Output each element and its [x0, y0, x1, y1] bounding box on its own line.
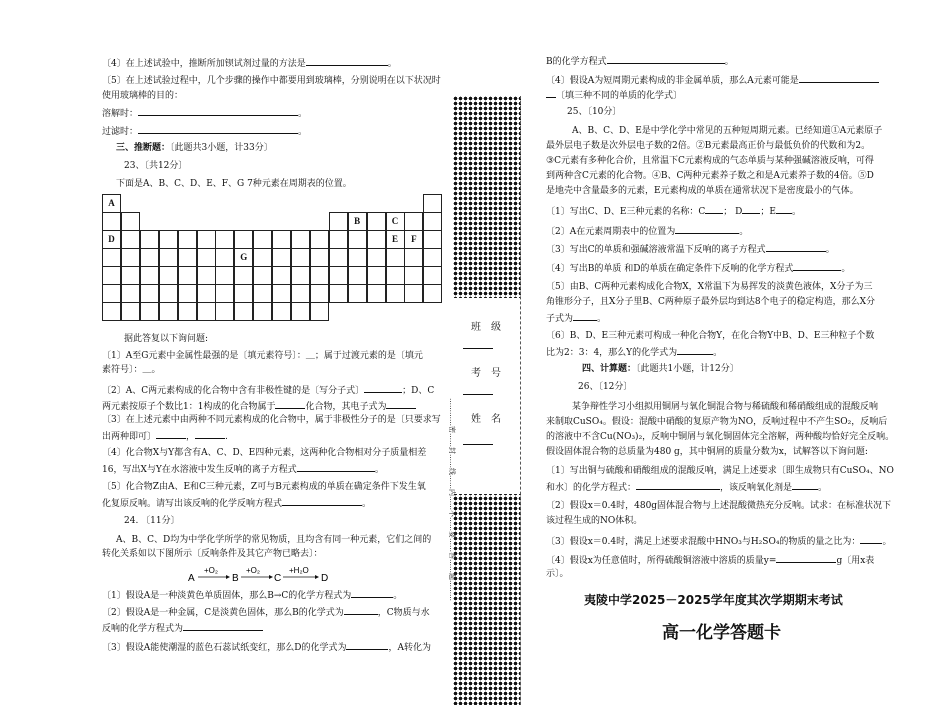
chain-op-2: +O₂ [246, 566, 260, 575]
q24-heading: 24. 〔11分〕 [124, 516, 180, 526]
q25-1-d-blank[interactable] [742, 204, 760, 214]
periodic-cell [140, 284, 159, 303]
q24-2-blank2[interactable] [183, 621, 263, 631]
q26-4-line2: 示〕。 [546, 569, 569, 579]
periodic-cell [197, 266, 216, 285]
q26-4-line1: 〔4〕假设x为任意值时，所得硫酸铜溶液中溶质的质量y= g〔用x表 [546, 553, 874, 567]
periodic-cell [329, 284, 348, 303]
periodic-cell [140, 248, 159, 267]
periodic-cell [178, 248, 197, 267]
periodic-cell [423, 248, 442, 267]
dissolve-row: 溶解时： 。 [102, 106, 307, 120]
q25-5-line1: 〔5〕由B、C两种元素构成化合物X，X常温下为易挥发的淡黄色液体，X分子为三 [546, 282, 873, 292]
periodic-cell [197, 230, 216, 249]
seal-warning-text: …………密……封……线……内……不……要……答……题……… [448, 398, 456, 601]
periodic-cell [253, 230, 272, 249]
periodic-cell [291, 266, 310, 285]
q25-2: 〔2〕A在元素周期表中的位置为 。 [546, 224, 748, 238]
q23-4-line1: 〔4〕化合物X与Y都含有A、C、D、E四种元素，这两种化合物相对分子质量相差 [102, 448, 427, 458]
periodic-cell [253, 284, 272, 303]
periodic-cell [329, 266, 348, 285]
b-equation-blank[interactable] [607, 54, 725, 64]
student-info-panel [453, 298, 521, 494]
q24-3: 〔3〕假设A能使潮湿的蓝色石蕊试纸变红，那么D的化学式为 ，A转化为 [102, 640, 431, 654]
periodic-cell [121, 212, 140, 231]
periodic-cell [367, 230, 386, 249]
q24-1-blank[interactable] [351, 588, 393, 598]
q26-2-line1: 〔2〕假设x＝0.4时，480g固体混合物与上述混酸微热充分反响。试求：在标准状况下 [546, 501, 892, 511]
q23-intro: 下面是A、B、C、D、E、F、G 7种元素在周期表的位置。 [116, 179, 352, 189]
periodic-cell [121, 284, 140, 303]
periodic-cell [253, 302, 272, 321]
q24-line1: A、B、C、D均为中学化学所学的常见物质，且均含有同一种元素，它们之间的 [116, 535, 432, 545]
periodic-cell [102, 266, 121, 285]
periodic-cell [310, 248, 329, 267]
q25-line3: ③C元素有多种化合价，且常温下C元素构成的气态单质与某种强碱溶液反响，可得 [546, 156, 874, 166]
periodic-cell [423, 230, 442, 249]
periodic-cell [102, 248, 121, 267]
periodic-cell [310, 284, 329, 303]
periodic-cell [386, 248, 405, 267]
arrowhead-1 [226, 575, 230, 579]
periodic-cell [102, 302, 121, 321]
periodic-cell [272, 284, 291, 303]
periodic-cell [272, 230, 291, 249]
periodic-cell [423, 266, 442, 285]
q24-4-blank[interactable] [799, 73, 879, 83]
periodic-cell [367, 248, 386, 267]
periodic-cell [159, 284, 178, 303]
periodic-cell [348, 230, 367, 249]
q26-2-line2: 该过程生成的NO体积。 [546, 516, 643, 526]
q4-blank[interactable] [306, 56, 388, 66]
q26-line4: 假设固体混合物的总质量为480 g，其中铜屑的质量分数为x，试解答以下询问题: [546, 447, 868, 457]
q25-2-blank[interactable] [675, 224, 739, 234]
q26-heading: 26、〔12分〕 [578, 382, 633, 392]
q23-3-blank1[interactable] [156, 429, 186, 439]
chain-b: B [232, 573, 239, 584]
q25-3-blank[interactable] [766, 242, 826, 252]
periodic-cell [215, 284, 234, 303]
chain-op-1: +O₂ [204, 566, 218, 575]
q24-2-line2: 反响的化学方程式为 [102, 621, 263, 635]
arrowhead-3 [315, 575, 319, 579]
periodic-cell [386, 266, 405, 285]
q26-1-blank1[interactable] [636, 480, 720, 490]
q26-3-blank[interactable] [860, 534, 882, 544]
q5-line1: 〔5〕在上述试验过程中，几个步骤的操作中都要用到玻璃棒，分别说明在以下状况时 [102, 76, 441, 86]
q25-6-blank[interactable] [677, 345, 713, 355]
q23-2-line2: 两元素按原子个数比1：1构成的化合物属于 化合物，其电子式为 [102, 399, 416, 413]
periodic-table [102, 194, 444, 322]
periodic-cell [121, 266, 140, 285]
section3-heading: 三、推断题：〔此题共3小题，计33分〕 [116, 143, 273, 153]
q24-4-line2: 〔填三种不同的单质的化学式〕 [546, 88, 682, 102]
periodic-cell [329, 212, 348, 231]
periodic-cell [367, 284, 386, 303]
q23-heading: 23、〔共12分〕 [124, 161, 188, 171]
q24-4-blank2[interactable] [546, 88, 556, 98]
q25-1-e-blank[interactable] [776, 204, 792, 214]
q26-line2: 来制取CuSO₄。假设：混酸中硝酸的复原产物为NO，反响过程中不产生SO₂，反响后 [546, 417, 888, 427]
seal-cut-line [520, 96, 521, 705]
q23-5-line2: 化复原反响。请写出该反响的化学反响方程式 。 [102, 496, 371, 510]
element-cell-g: G [234, 248, 253, 267]
periodic-cell [329, 230, 348, 249]
periodic-cell [348, 284, 367, 303]
periodic-cell [291, 302, 310, 321]
q26-line3: 的溶液中不含Cu(NO₃)₂，反响中铜屑与氧化铜固体完全溶解，两种酸均恰好完全反响。 [546, 432, 895, 442]
periodic-cell [234, 302, 253, 321]
chain-c: C [274, 573, 282, 584]
periodic-cell [121, 248, 140, 267]
q25-5-line2: 角锥形分子，且X分子里B、C两种原子最外层均到达8个电子的稳定构造，那么X分 [546, 297, 876, 307]
q24-4-line1: 〔4〕假设A为短周期元素构成的非金属单质，那么A元素可能是 [546, 73, 879, 87]
periodic-cell [102, 284, 121, 303]
periodic-cell [386, 284, 405, 303]
periodic-cell [348, 248, 367, 267]
periodic-cell [197, 284, 216, 303]
q24-2-line1: 〔2〕假设A是一种金属，C是淡黄色固体，那么B的化学式为 ，C物质与水 [102, 605, 430, 619]
q23-4-blank[interactable] [297, 462, 375, 472]
periodic-cell [367, 266, 386, 285]
q23-3-line2: 出两种即可〕 ， . [102, 429, 228, 443]
class-field[interactable] [463, 348, 493, 349]
q23-2-blank1[interactable] [364, 383, 402, 393]
conversion-chain [186, 566, 336, 584]
q23-2-blank2[interactable] [275, 399, 305, 409]
chain-op-3: +H₂O [289, 566, 309, 575]
periodic-cell [310, 230, 329, 249]
periodic-cell [215, 230, 234, 249]
chain-d: D [321, 573, 329, 584]
q26-3: 〔3〕假设x＝0.4时，满足上述要求混酸中HNO₃与H₂SO₄的物质的量之比为： 。 [546, 534, 891, 548]
periodic-cell [348, 266, 367, 285]
q25-6-line2: 比为2：3：4，那么Y的化学式为 。 [546, 345, 722, 359]
q25-3: 〔3〕写出C的单质和强碱溶液常温下反响的离子方程式 。 [546, 242, 835, 256]
q25-line2: 最外层电子数是次外层电子数的2倍。②B元素最高正价与最低负价的代数和为2。 [546, 141, 871, 151]
periodic-cell [404, 248, 423, 267]
q25-6-line1: 〔6〕B、D、E三种元素可构成一种化合物Y，在化合物Y中B、D、E三种粒子个数 [546, 331, 875, 341]
exam-number-label: 考 号 [471, 368, 501, 379]
periodic-cell [140, 302, 159, 321]
periodic-cell [404, 266, 423, 285]
periodic-cell [178, 284, 197, 303]
periodic-cell [423, 194, 442, 213]
q25-1-c-blank[interactable] [705, 204, 723, 214]
periodic-cell [215, 266, 234, 285]
q26-1-line2: 和水〕的化学方程式： ，该反响氧化剂是 。 [546, 480, 827, 494]
name-label: 姓 名 [471, 414, 501, 425]
answer-intro: 据此答复以下询问题: [124, 334, 209, 344]
periodic-cell [423, 212, 442, 231]
q24-3-blank[interactable] [346, 640, 388, 650]
element-cell-a: A [102, 194, 121, 213]
conversion-arrows [186, 566, 336, 584]
q24-2-blank1[interactable] [344, 605, 378, 615]
q23-1-line2: 素符号〕：＿。 [102, 365, 161, 375]
periodic-cell [234, 230, 253, 249]
periodic-cell [367, 212, 386, 231]
q23-1-line1: 〔1〕A至G元素中金属性最强的是〔填元素符号〕：＿；属于过渡元素的是〔填元 [102, 351, 423, 361]
periodic-cell [291, 230, 310, 249]
element-cell-c: C [386, 212, 405, 231]
q25-line1: A、B、C、D、E是中学化学中常见的五种短周期元素。已经知道①A元素原子 [572, 126, 883, 136]
periodic-cell [159, 230, 178, 249]
periodic-cell [404, 212, 423, 231]
periodic-cell [102, 212, 121, 231]
q25-line4: 到两种含C元素的化合物。④B、C两种元素养子数之和是A元素养子数的4倍。⑤D [546, 171, 874, 181]
q26-1-line1: 〔1〕写出铜与硫酸和硝酸组成的混酸反响，满足上述要求〔即生成物只有CuSO₄、NO [546, 466, 894, 476]
q23-3-blank2[interactable] [195, 429, 225, 439]
exam-number-field[interactable] [463, 394, 493, 395]
answer-card-title: 高一化学答题卡 [662, 623, 781, 643]
q23-2-blank3[interactable] [386, 399, 416, 409]
periodic-cell [329, 248, 348, 267]
periodic-cell [272, 302, 291, 321]
q23-3-line1: 〔3〕在上述元素中由两种不同元素构成的化合物中，属于非极性分子的是〔只要求写 [102, 415, 441, 425]
chain-a: A [188, 573, 195, 584]
periodic-cell [178, 230, 197, 249]
q4-text: 〔4〕在上述试验中，推断所加钡试剂过量的方法是 。 [102, 56, 397, 70]
arrowhead-2 [269, 575, 273, 579]
dissolve-blank[interactable] [138, 106, 298, 116]
periodic-cell [140, 266, 159, 285]
periodic-cell [159, 266, 178, 285]
periodic-cell [404, 284, 423, 303]
q23-4-line2: 16，写出X与Y在水溶液中发生反响的离子方程式 。 [102, 462, 384, 476]
q24-line2: 转化关系如以下图所示〔反响条件及其它产物已略去〕： [102, 549, 323, 559]
periodic-cell [253, 266, 272, 285]
q23-5-blank[interactable] [282, 496, 362, 506]
school-exam-title: 夷陵中学2025－2025学年度其次学期期末考试 [584, 593, 843, 607]
filter-blank[interactable] [138, 124, 298, 134]
q23-5-line1: 〔5〕化合物Z由A、E和C三种元素，Z可与B元素构成的单质在确定条件下发生氧 [102, 482, 426, 492]
periodic-cell [291, 248, 310, 267]
periodic-cell [310, 302, 329, 321]
periodic-cell [291, 284, 310, 303]
section4-heading: 四、计算题：〔此题共1小题，计12分〕 [582, 364, 739, 374]
q25-5-line3: 子式为 。 [546, 311, 606, 325]
q24-1: 〔1〕假设A是一种淡黄色单质固体，那么B→C的化学方程式为 。 [102, 588, 402, 602]
q25-1: 〔1〕写出C、D、E三种元素的名称：C ； D ；E 。 [546, 204, 801, 218]
periodic-cell [178, 302, 197, 321]
periodic-cell [272, 248, 291, 267]
class-label: 班 级 [471, 322, 501, 333]
periodic-cell [178, 266, 197, 285]
periodic-cell [197, 302, 216, 321]
filter-row: 过滤时： 。 [102, 124, 307, 138]
element-cell-b: B [348, 212, 367, 231]
periodic-cell [215, 248, 234, 267]
periodic-cell [310, 266, 329, 285]
element-cell-f: F [404, 230, 423, 249]
name-field[interactable] [463, 444, 493, 445]
q23-2-line1: 〔2〕A、C两元素构成的化合物中含有非极性键的是〔写分子式〕 ；D、C [102, 383, 434, 397]
periodic-cell [197, 248, 216, 267]
q25-4-blank[interactable] [793, 261, 841, 271]
q26-1-blank2[interactable] [792, 480, 818, 490]
periodic-cell [234, 266, 253, 285]
q25-heading: 25、〔10分〕 [567, 107, 622, 117]
b-equation-row: B的化学方程式 。 [546, 54, 734, 68]
element-cell-e: E [386, 230, 405, 249]
periodic-cell [234, 284, 253, 303]
periodic-cell [140, 230, 159, 249]
periodic-cell [215, 302, 234, 321]
periodic-cell [121, 230, 140, 249]
periodic-cell [159, 248, 178, 267]
q25-5-blank[interactable] [573, 311, 597, 321]
q25-4: 〔4〕写出B的单质 和D的单质在确定条件下反响的化学方程式 。 [546, 261, 850, 275]
periodic-cell [423, 284, 442, 303]
periodic-cell [159, 302, 178, 321]
q26-4-blank[interactable] [776, 553, 836, 563]
periodic-cell [253, 248, 272, 267]
periodic-cell [272, 266, 291, 285]
q5-line2: 使用玻璃棒的目的： [102, 91, 184, 101]
q26-line1: 某争辩性学习小组拟用铜屑与氧化铜混合物与稀硫酸和稀硝酸组成的混酸反响 [572, 402, 879, 412]
element-cell-d: D [102, 230, 121, 249]
q25-line5: 是地壳中含量最多的元素，E元素构成的单质在通常状况下是密度最小的气体。 [546, 186, 859, 196]
periodic-cell [121, 302, 140, 321]
